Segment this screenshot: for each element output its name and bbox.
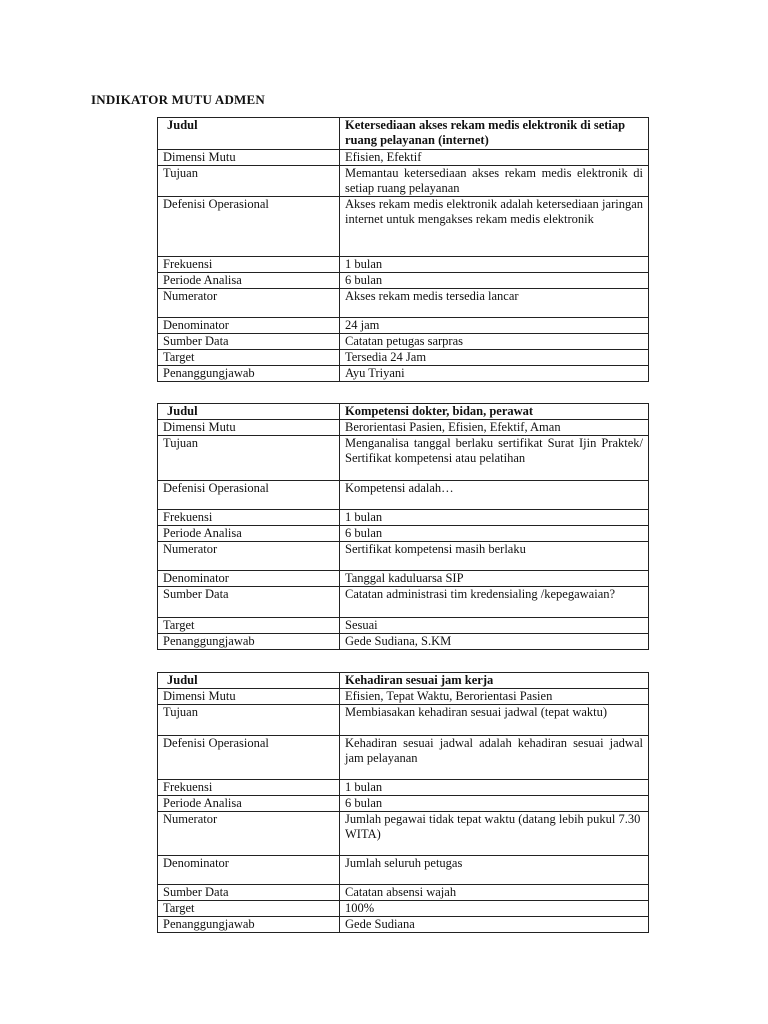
indicator-table-1 [157,117,649,382]
row-value: Kehadiran sesuai jam kerja [340,673,649,689]
indicator-table-2 [157,403,649,650]
table-row [158,780,649,796]
row-label: Tujuan [158,705,340,736]
table-row [158,673,649,689]
row-label: Tujuan [158,436,340,481]
row-value: Sertifikat kompetensi masih berlaku [340,542,649,571]
row-label: Judul [158,673,340,689]
row-value: 1 bulan [340,257,649,273]
row-value: Tersedia 24 Jam [340,350,649,366]
row-label: Defenisi Operasional [158,197,340,257]
table-row [158,366,649,382]
table-row [158,689,649,705]
row-label: Judul [158,404,340,420]
table-row [158,587,649,618]
row-label: Tujuan [158,166,340,197]
row-label: Penanggungjawab [158,634,340,650]
table-row [158,166,649,197]
row-label: Numerator [158,542,340,571]
row-label: Frekuensi [158,257,340,273]
row-label: Target [158,618,340,634]
table-row [158,334,649,350]
row-label: Penanggungjawab [158,917,340,933]
row-label: Denominator [158,856,340,885]
table-row [158,885,649,901]
table-row [158,420,649,436]
row-value: Membiasakan kehadiran sesuai jadwal (tepat waktu) [340,705,649,736]
row-label: Numerator [158,289,340,318]
table-row [158,901,649,917]
row-value: Kehadiran sesuai jadwal adalah kehadiran sesuai jadwal jam pelayanan [340,736,649,780]
row-value: Efisien, Tepat Waktu, Berorientasi Pasien [340,689,649,705]
row-value: Tanggal kaduluarsa SIP [340,571,649,587]
row-value: 1 bulan [340,780,649,796]
row-value: Gede Sudiana [340,917,649,933]
row-value: Kompetensi dokter, bidan, perawat [340,404,649,420]
row-value: 6 bulan [340,796,649,812]
row-label: Sumber Data [158,885,340,901]
row-value: Efisien, Efektif [340,150,649,166]
table-row [158,118,649,150]
row-value: Ketersediaan akses rekam medis elektronik di setiap ruang pelayanan (internet) [340,118,649,150]
row-label: Defenisi Operasional [158,481,340,510]
row-value: Jumlah pegawai tidak tepat waktu (datang lebih pukul 7.30 WITA) [340,812,649,856]
table-row [158,436,649,481]
row-label: Periode Analisa [158,796,340,812]
row-label: Judul [158,118,340,150]
row-label: Denominator [158,318,340,334]
row-label: Frekuensi [158,780,340,796]
row-value: Jumlah seluruh petugas [340,856,649,885]
row-value: Akses rekam medis elektronik adalah ketersediaan jaringan internet untuk mengakses rekam medis elektronik [340,197,649,257]
row-value: 24 jam [340,318,649,334]
row-label: Sumber Data [158,587,340,618]
table-row [158,812,649,856]
row-value: Catatan administrasi tim kredensialing /kepegawaian? [340,587,649,618]
row-label: Defenisi Operasional [158,736,340,780]
row-value: Ayu Triyani [340,366,649,382]
row-value: Catatan absensi wajah [340,885,649,901]
table-row [158,481,649,510]
row-value: Sesuai [340,618,649,634]
table-row [158,257,649,273]
row-value: 1 bulan [340,510,649,526]
table-row [158,917,649,933]
table-row [158,510,649,526]
row-value: Gede Sudiana, S.KM [340,634,649,650]
row-label: Frekuensi [158,510,340,526]
row-value: 100% [340,901,649,917]
row-label: Periode Analisa [158,273,340,289]
row-value: Kompetensi adalah… [340,481,649,510]
table-row [158,736,649,780]
row-label: Periode Analisa [158,526,340,542]
table-row [158,197,649,257]
row-label: Dimensi Mutu [158,689,340,705]
table-row [158,856,649,885]
table-row [158,404,649,420]
indicator-table-3 [157,672,649,933]
row-value: Akses rekam medis tersedia lancar [340,289,649,318]
row-label: Penanggungjawab [158,366,340,382]
document-title: INDIKATOR MUTU ADMEN [91,92,265,107]
table-row [158,796,649,812]
row-label: Numerator [158,812,340,856]
table-row [158,273,649,289]
row-value: Catatan petugas sarpras [340,334,649,350]
table-row [158,350,649,366]
row-label: Target [158,350,340,366]
row-label: Dimensi Mutu [158,150,340,166]
table-row [158,542,649,571]
table-row [158,634,649,650]
row-value: Berorientasi Pasien, Efisien, Efektif, Aman [340,420,649,436]
table-row [158,705,649,736]
table-row [158,526,649,542]
row-label: Sumber Data [158,334,340,350]
row-value: Menganalisa tanggal berlaku sertifikat Surat Ijin Praktek/ Sertifikat kompetensi atau pelatihan [340,436,649,481]
row-value: 6 bulan [340,273,649,289]
table-row [158,618,649,634]
table-row [158,318,649,334]
row-label: Target [158,901,340,917]
row-label: Denominator [158,571,340,587]
table-row [158,571,649,587]
table-row [158,289,649,318]
table-row [158,150,649,166]
row-value: 6 bulan [340,526,649,542]
row-value: Memantau ketersediaan akses rekam medis elektronik di setiap ruang pelayanan [340,166,649,197]
row-label: Dimensi Mutu [158,420,340,436]
